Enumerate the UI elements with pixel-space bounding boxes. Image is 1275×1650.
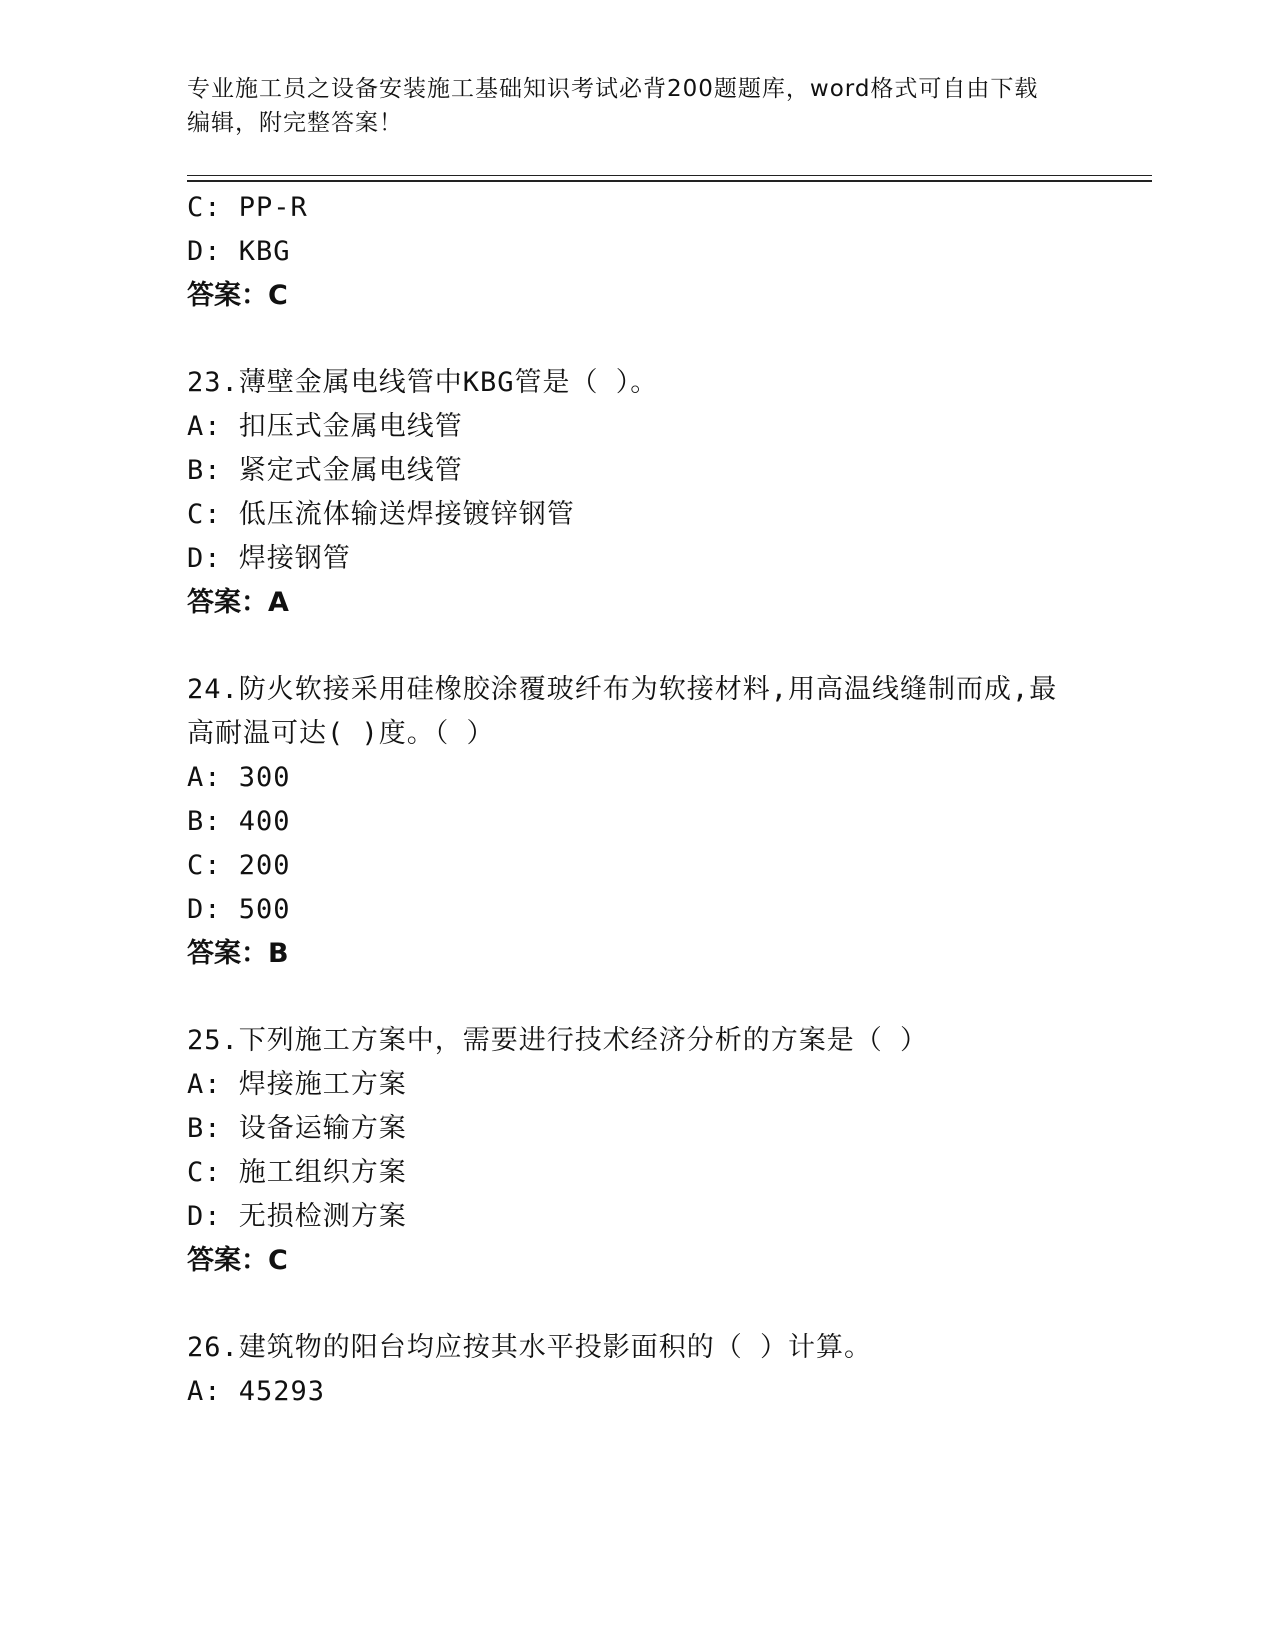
q25-answer: 答案：C <box>187 1245 288 1276</box>
q23-option-d: D: 焊接钢管 <box>187 543 351 574</box>
q24-stem-line2: 高耐温可达( )度。（ ） <box>187 718 495 749</box>
document-header <box>187 72 1087 140</box>
q22-option-c: C: PP-R <box>187 192 308 223</box>
q26-option-a: A: 45293 <box>187 1376 326 1407</box>
header-title-line1: 专业施工员之设备安装施工基础知识考试必背200题题库，word格式可自由下载 <box>187 76 1039 102</box>
q25-option-b: B: 设备运输方案 <box>187 1113 407 1144</box>
header-divider-thin <box>187 175 1152 176</box>
q26-stem: 26.建筑物的阳台均应按其水平投影面积的（ ）计算。 <box>187 1332 873 1363</box>
q22-answer: 答案：C <box>187 280 288 311</box>
q22-option-d: D: KBG <box>187 236 291 267</box>
q25-option-d: D: 无损检测方案 <box>187 1201 407 1232</box>
q24-option-b: B: 400 <box>187 806 291 837</box>
q23-option-a: A: 扣压式金属电线管 <box>187 411 463 442</box>
q25-option-c: C: 施工组织方案 <box>187 1157 407 1188</box>
q25-stem: 25.下列施工方案中，需要进行技术经济分析的方案是（ ） <box>187 1025 929 1056</box>
q23-stem: 23.薄壁金属电线管中KBG管是（ ）。 <box>187 367 659 398</box>
q23-answer: 答案：A <box>187 587 289 618</box>
q23-option-c: C: 低压流体输送焊接镀锌钢管 <box>187 499 575 530</box>
header-title-line2: 编辑，附完整答案！ <box>187 110 403 136</box>
q24-option-a: A: 300 <box>187 762 291 793</box>
header-divider-thick <box>187 180 1152 182</box>
q25-option-a: A: 焊接施工方案 <box>187 1069 407 1100</box>
q24-stem-line1: 24.防火软接采用硅橡胶涂覆玻纤布为软接材料,用高温线缝制而成,最 <box>187 674 1058 705</box>
q23-option-b: B: 紧定式金属电线管 <box>187 455 463 486</box>
q24-option-d: D: 500 <box>187 894 291 925</box>
q24-option-c: C: 200 <box>187 850 291 881</box>
q24-answer: 答案：B <box>187 938 289 969</box>
